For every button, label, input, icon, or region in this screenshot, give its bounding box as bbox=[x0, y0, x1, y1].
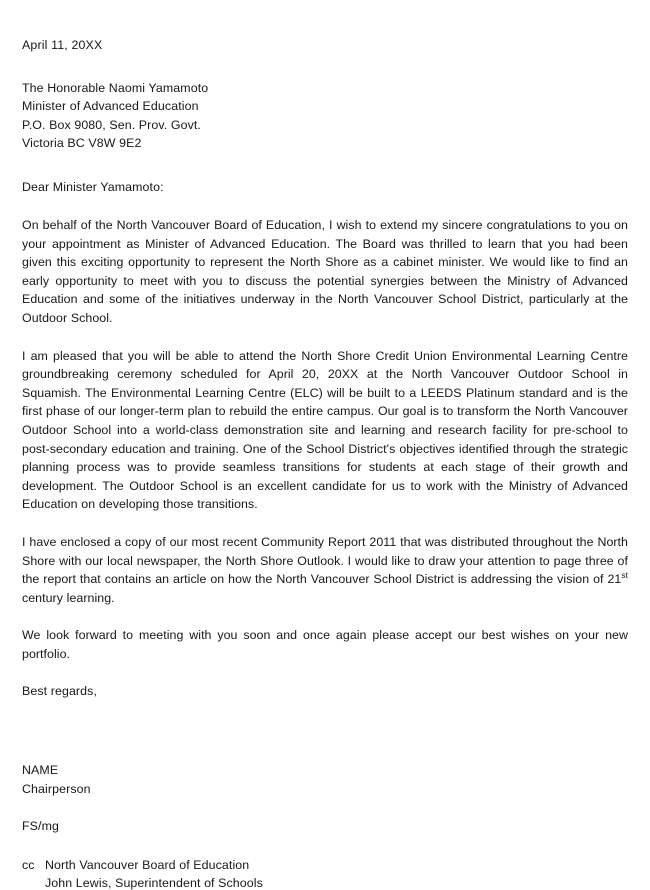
cc-recipient-list bbox=[45, 856, 263, 890]
letter-closing: Best regards, bbox=[22, 684, 97, 699]
letter-body bbox=[22, 36, 628, 890]
recipient-name: The Honorable Naomi Yamamoto bbox=[22, 80, 209, 95]
cc-label: cc bbox=[22, 857, 35, 872]
paragraph-3-text-before-superscript: I have enclosed a copy of our most recent Community Report 2011 that was distributed throughout the North Shore with our local newspaper, the North Shore Outlook. I would like to draw your attention to page three of the report that contains an article on how the North Vancouver School District is addressing the vision of 21 bbox=[22, 534, 628, 587]
letter-paragraph-1: On behalf of the North Vancouver Board of Education, I wish to extend my sincere congratulations to you on your appointment as Minister of Advanced Education. The Board was thrilled to learn that you had been given this exciting opportunity to represent the North Shore as a cabinet minister. We would like to find an early opportunity to meet with you to discuss the potential synergies between the Ministry of Advanced Education and some of the initiatives underway in the North Vancouver School District, particularly at the Outdoor School. bbox=[22, 218, 628, 325]
signature-block bbox=[22, 761, 628, 798]
paragraph-3-text-after-superscript: century learning. bbox=[22, 590, 115, 605]
cc-recipient: North Vancouver Board of Education bbox=[45, 857, 250, 872]
letter-paragraph-3 bbox=[22, 533, 628, 607]
letter-paragraph-4: We look forward to meeting with you soon and once again please accept our best wishes on your new portfolio. bbox=[22, 628, 628, 661]
recipient-address-line: P.O. Box 9080, Sen. Prov. Govt. bbox=[22, 117, 201, 132]
cc-row bbox=[22, 856, 628, 890]
letter-paragraph-2: I am pleased that you will be able to attend the North Shore Credit Union Environmental Learning Centre groundbreaking ceremony scheduled for April 20, 20XX at the North Vancouver Outdoor School in Squamish. The Environmental Learning Centre (ELC) will be built to a LEEDS Platinum standard and is the first phase of our longer-term plan to rebuild the entire campus. Our goal is to transform the North Vancouver Outdoor School into a world-class demonstration site and learning and research facility for pre-school to post-secondary education and training. One of the School District's objectives identified through the strategic planning process was to provide seamless transitions for students at each stage of their growth and development. The Outdoor School is an excellent candidate for us to work with the Ministry of Advanced Education on developing those transitions. bbox=[22, 348, 628, 512]
signer-name: NAME bbox=[22, 763, 59, 778]
recipient-city-line: Victoria BC V8W 9E2 bbox=[22, 136, 142, 150]
cc-block bbox=[22, 856, 628, 890]
letter-salutation: Dear Minister Yamamoto: bbox=[22, 179, 164, 194]
cc-recipient: John Lewis, Superintendent of Schools bbox=[45, 876, 263, 890]
ordinal-superscript-st: st bbox=[621, 569, 628, 580]
typist-initials: FS/mg bbox=[22, 819, 59, 834]
letter-date: April 11, 20XX bbox=[22, 38, 103, 52]
recipient-address-block bbox=[22, 79, 628, 153]
signer-title: Chairperson bbox=[22, 781, 91, 796]
recipient-title: Minister of Advanced Education bbox=[22, 99, 199, 113]
